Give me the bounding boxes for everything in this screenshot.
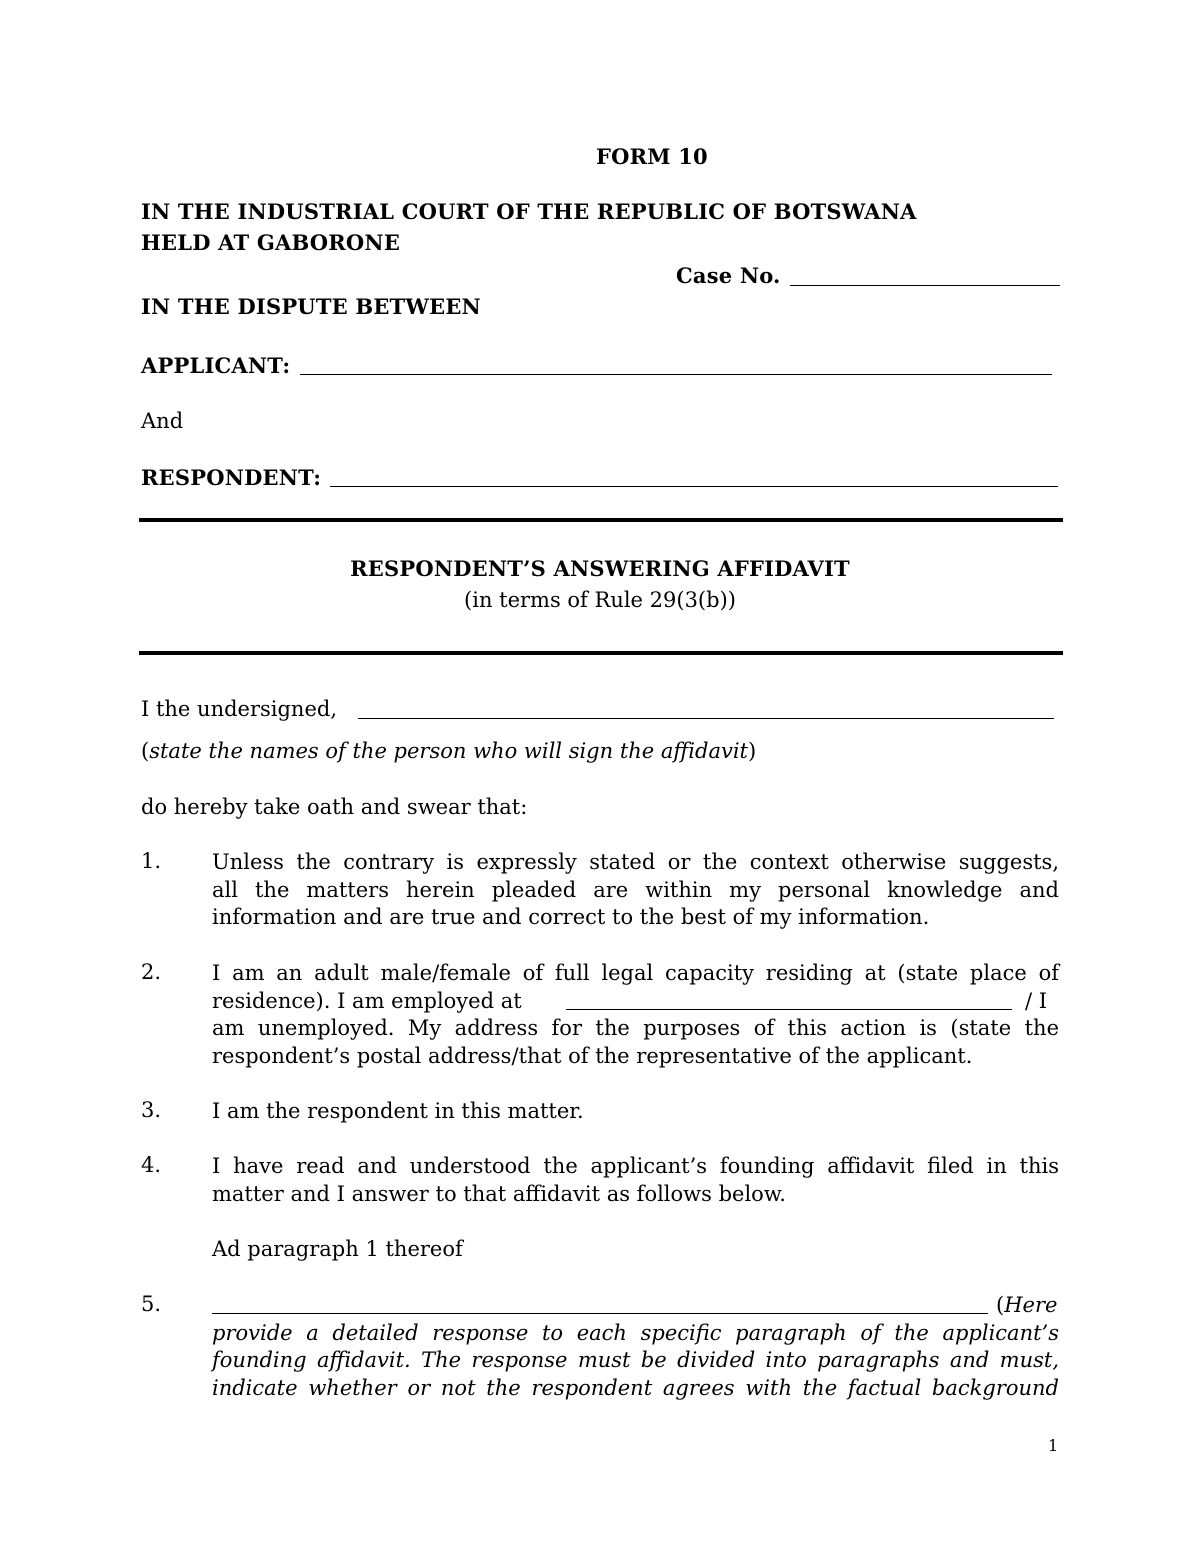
paragraph-5-line: founding affidavit. The response must be divided into paragraphs and must, <box>212 1348 1059 1372</box>
paragraph-1-line: information and are true and correct to the best of my information. <box>212 905 930 929</box>
paragraph-3-line: I am the respondent in this matter. <box>212 1099 584 1123</box>
paragraph-5-line: indicate whether or not the respondent agrees with the factual background <box>212 1375 1059 1400</box>
applicant-field[interactable] <box>300 374 1052 375</box>
document-subtitle: (in terms of Rule 29(3(b)) <box>464 588 736 612</box>
bottom-divider <box>139 651 1063 655</box>
applicant-label: APPLICANT: <box>141 353 291 378</box>
employed-at-text: residence). I am employed at <box>212 988 522 1013</box>
paragraph-5-here <box>996 1292 1057 1320</box>
here-text: Here <box>1004 1293 1058 1317</box>
undersigned-name-field[interactable] <box>358 718 1054 719</box>
hint-close-paren: ) <box>748 739 757 763</box>
paragraph-1-line: all the matters herein pleaded are within my personal knowledge and <box>212 877 1059 902</box>
paragraph-5-response-field[interactable] <box>212 1313 988 1314</box>
court-location: HELD AT GABORONE <box>141 230 401 255</box>
paragraph-2-number: 2. <box>141 960 162 984</box>
court-name: IN THE INDUSTRIAL COURT OF THE REPUBLIC OF BOTSWANA <box>141 199 917 224</box>
hint-text: state the names of the person who will sign the affidavit <box>149 739 748 763</box>
paragraph-2-line: respondent’s postal address/that of the representative of the applicant. <box>212 1043 973 1068</box>
respondent-label: RESPONDENT: <box>141 465 322 490</box>
paragraph-4-line: I have read and understood the applicant’s founding affidavit filed in this <box>212 1154 1059 1178</box>
form-title: FORM 10 <box>596 144 708 169</box>
ad-paragraph-heading: Ad paragraph 1 thereof <box>212 1237 463 1261</box>
paragraph-1-number: 1. <box>141 849 162 873</box>
paragraph-3 <box>212 1098 1059 1126</box>
paragraph-1-line: Unless the contrary is expressly stated or the context otherwise suggests, <box>212 850 1059 874</box>
oath-line: do hereby take oath and swear that: <box>141 795 528 819</box>
paragraph-1 <box>212 849 1059 932</box>
paragraph-3-number: 3. <box>141 1098 162 1122</box>
hint-open-paren: ( <box>141 739 150 763</box>
paragraph-2-line: am unemployed. My address for the purposes of this action is (state the <box>212 1016 1059 1040</box>
respondent-field[interactable] <box>330 486 1058 487</box>
paragraph-5-first-line <box>212 1292 1059 1320</box>
paragraph-2 <box>212 960 1059 1070</box>
undersigned-hint <box>141 739 756 763</box>
paragraph-4 <box>212 1153 1059 1208</box>
undersigned-label: I the undersigned, <box>141 697 338 721</box>
case-no-label: Case No. <box>676 263 781 288</box>
and-label: And <box>141 409 184 433</box>
case-no-field[interactable] <box>790 285 1060 286</box>
or-text: / I <box>1025 988 1048 1013</box>
page-number: 1 <box>1048 1436 1059 1455</box>
paragraph-5-line: provide a detailed response to each specific paragraph of the applicant’s <box>212 1320 1059 1345</box>
here-open-paren: ( <box>996 1293 1005 1317</box>
document-title: RESPONDENT’S ANSWERING AFFIDAVIT <box>350 556 850 581</box>
paragraph-4-number: 4. <box>141 1153 162 1177</box>
paragraph-5 <box>212 1292 1059 1402</box>
paragraph-4-line: matter and I answer to that affidavit as follows below. <box>212 1181 786 1206</box>
paragraph-2-line: I am an adult male/female of full legal capacity residing at (state place of <box>212 961 1059 985</box>
top-divider <box>139 518 1063 522</box>
paragraph-2-line <box>212 988 1059 1016</box>
paragraph-5-number: 5. <box>141 1292 162 1316</box>
employer-field[interactable] <box>566 1009 1012 1010</box>
dispute-heading: IN THE DISPUTE BETWEEN <box>141 294 481 319</box>
